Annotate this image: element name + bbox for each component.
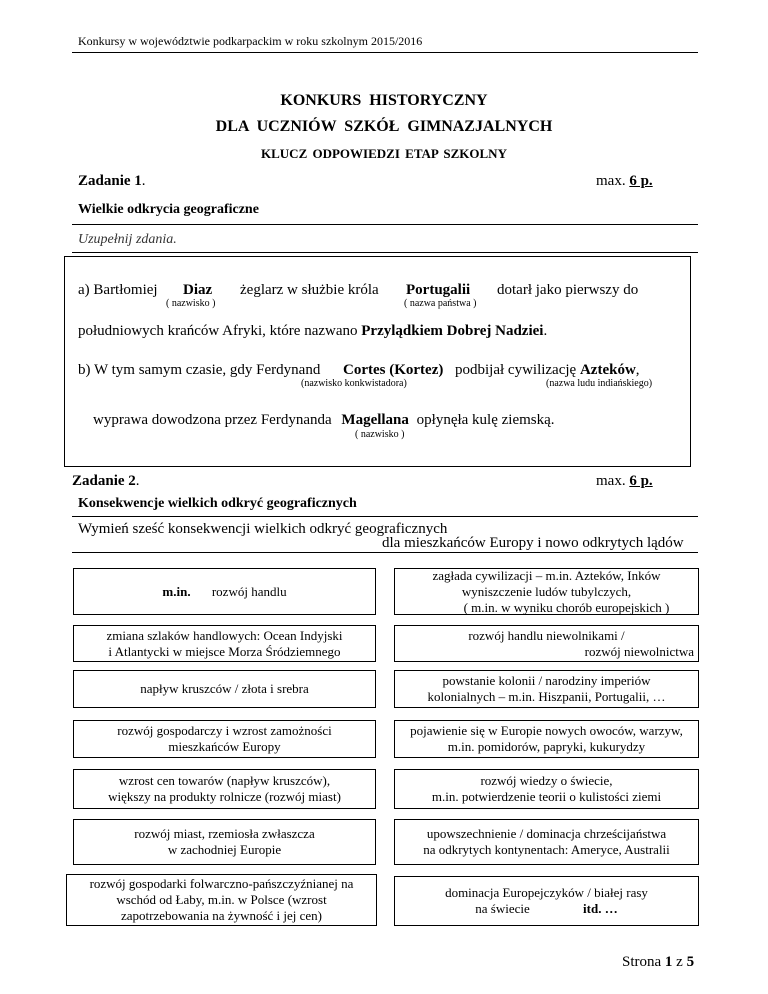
- hint-nazwisko: ( nazwisko ): [166, 298, 216, 309]
- answer-diaz: Diaz: [183, 282, 213, 298]
- page-total: 5: [686, 954, 695, 970]
- text-poludniowych: południowych krańców Afryki, które nazwano: [78, 323, 358, 339]
- text-podbijal: podbijał cywilizację: [455, 362, 577, 378]
- line-a2-end: .: [543, 323, 548, 339]
- task2-instruction-rule: [72, 552, 698, 553]
- left-cell-3-line-1: napływ kruszców / złota i srebra: [140, 681, 309, 696]
- right-cell-5-line-2: m.in. potwierdzenie teorii o kulistości ziemi: [431, 789, 662, 804]
- left-cell-2-line-1: zmiana szlaków handlowych: Ocean Indyjski: [106, 627, 343, 643]
- hint-lud: (nazwa ludu indiańskiego): [546, 378, 653, 389]
- right-cell-5: [394, 769, 699, 809]
- page-subtitle: KLUCZ ODPOWIEDZI ETAP SZKOLNY: [261, 146, 507, 161]
- task1-label: Zadanie 1: [78, 173, 142, 189]
- left-cell-4-line-2: mieszkańców Europy: [168, 739, 281, 754]
- left-cell-6: [73, 819, 376, 865]
- left-cell-6-line-2: w zachodniej Europie: [167, 842, 282, 857]
- left-cell-7-line-1: rozwój gospodarki folwarczno-pańszczyźnianej na: [89, 876, 354, 891]
- task2-max-prefix: max.: [596, 473, 626, 489]
- left-cell-7: [66, 874, 377, 926]
- right-cell-4: [394, 720, 699, 758]
- answer-przyladek: Przylądkiem Dobrej Nadziei: [361, 323, 544, 339]
- comma: ,: [635, 362, 640, 378]
- task1-max-prefix: max.: [596, 173, 626, 189]
- right-cell-7-line-2: [395, 901, 698, 917]
- answer-magellana: Magellana: [341, 412, 409, 428]
- right-cell-3: [394, 670, 699, 708]
- page-current: 1: [664, 954, 673, 970]
- task1-max-points: 6 p.: [629, 173, 653, 189]
- task2-max: [596, 473, 653, 490]
- right-cell-1: [394, 568, 699, 615]
- task1-max: [596, 173, 653, 190]
- right-cell-3-line-2: kolonialnych – m.in. Hiszpanii, Portugalii, …: [427, 689, 666, 704]
- task1-topic-rule: [72, 224, 698, 225]
- task2-max-points: 6 p.: [629, 473, 653, 489]
- right-cell-5-line-1: rozwój wiedzy o świecie,: [480, 773, 613, 788]
- answer-portugalii: Portugalii: [406, 282, 471, 298]
- task1-header: [78, 173, 146, 190]
- text-oplynela: opłynęła kulę ziemską.: [416, 412, 555, 428]
- task1-line-b2: [93, 412, 555, 429]
- page-of: z: [676, 954, 683, 970]
- left-cell-3: [73, 670, 376, 708]
- right-cell-7: [394, 876, 699, 926]
- etc-label: itd. …: [583, 901, 618, 916]
- right-cell-4-line-1: pojawienie się w Europie nowych owoców, warzyw,: [410, 723, 683, 738]
- left-cell-5: [73, 769, 376, 809]
- right-cell-1-line-3: ( m.in. w wyniku chorób europejskich ): [463, 599, 670, 615]
- right-cell-6: [394, 819, 699, 865]
- right-cell-4-line-2: m.in. pomidorów, papryki, kukurydzy: [447, 739, 646, 754]
- task2-topic: Konsekwencje wielkich odkryć geograficznych: [78, 496, 357, 511]
- right-cell-1-line-1: zagłada cywilizacji – m.in. Azteków, Inków: [432, 567, 661, 583]
- task2-label-dot: .: [135, 473, 140, 489]
- task1-line-a2: [78, 323, 547, 340]
- task1-instruction: Uzupełnij zdania.: [78, 232, 177, 247]
- left-cell-1: [73, 568, 376, 615]
- task1-topic: Wielkie odkrycia geograficzne: [78, 202, 259, 217]
- page-title-line1: KONKURS HISTORYCZNY: [280, 92, 488, 109]
- task1-label-dot: .: [141, 173, 146, 189]
- left-cell-5-line-2: większy na produkty rolnicze (rozwój miast): [108, 789, 341, 804]
- task1-instruction-rule: [72, 252, 698, 253]
- left-cell-6-line-1: rozwój miast, rzemiosła zwłaszcza: [134, 826, 315, 841]
- right-cell-2-line-1: rozwój handlu niewolnikami /: [468, 627, 625, 643]
- right-cell-7-line-1: dominacja Europejczyków / białej rasy: [445, 885, 648, 900]
- page-number: [622, 954, 694, 971]
- right-cell-3-line-1: powstanie kolonii / narodziny imperiów: [442, 673, 651, 688]
- task2-instruction-line2: dla mieszkańców Europy i nowo odkrytych lądów: [382, 535, 684, 551]
- running-header: Konkursy w województwie podkarpackim w roku szkolnym 2015/2016: [78, 34, 423, 48]
- text-wyprawa: wyprawa dowodzona przez Ferdynanda: [93, 412, 332, 428]
- task1-line-b-mid: [455, 362, 640, 379]
- right-cell-6-line-2: na odkrytych kontynentach: Ameryce, Australii: [423, 842, 670, 857]
- text-dotarl: dotarł jako pierwszy do: [497, 282, 639, 298]
- left-cell-4: [73, 720, 376, 758]
- left-cell-1-text: [74, 584, 375, 600]
- hint-konkwistador: (nazwisko konkwistadora): [301, 378, 407, 389]
- right-cell-2: [394, 625, 699, 662]
- task2-topic-rule: [72, 516, 698, 517]
- page-word: Strona: [622, 954, 662, 970]
- task2-instruction-line1: Wymień sześć konsekwencji wielkich odkryć geograficznych: [78, 521, 448, 537]
- left-cell-5-line-1: wzrost cen towarów (napływ kruszców),: [118, 773, 331, 788]
- left-cell-2: [73, 625, 376, 662]
- right-cell-1-line-2: wyniszczenie ludów tubylczych,: [461, 583, 632, 599]
- running-header-rule: [72, 52, 698, 53]
- task2-header: [72, 473, 140, 490]
- hint-nazwisko-2: ( nazwisko ): [355, 429, 405, 440]
- right-cell-6-line-1: upowszechnienie / dominacja chrześcijaństwa: [426, 826, 667, 841]
- left-cell-4-line-1: rozwój gospodarczy i wzrost zamożności: [117, 723, 332, 738]
- right-cell-2-line-2: rozwój niewolnictwa: [584, 643, 694, 659]
- task1-line-a-prefix: a) Bartłomiej: [78, 282, 158, 298]
- mi-label: m.in.: [162, 583, 191, 599]
- answer-aztekow: Azteków: [579, 362, 636, 378]
- left-cell-7-line-3: zapotrzebowania na żywność i jej cen): [120, 908, 323, 923]
- text-zeglarz: żeglarz w służbie króla: [240, 282, 379, 298]
- right-cell-7-line-2-text: na świecie: [475, 901, 530, 916]
- answer-cortes: Cortes (Kortez): [343, 362, 444, 378]
- first-left-text: rozwój handlu: [211, 583, 287, 599]
- hint-panstwo: ( nazwa państwa ): [404, 298, 477, 309]
- left-cell-7-line-2: wschód od Łaby, m.in. w Polsce (wzrost: [116, 892, 327, 907]
- task1-line-b-prefix: b) W tym samym czasie, gdy Ferdynand: [78, 362, 321, 378]
- task2-label: Zadanie 2: [72, 473, 136, 489]
- page-title-line2: DLA UCZNIÓW SZKÓŁ GIMNAZJALNYCH: [215, 118, 553, 135]
- left-cell-2-line-2: i Atlantycki w miejsce Morza Śródziemnego: [108, 643, 341, 659]
